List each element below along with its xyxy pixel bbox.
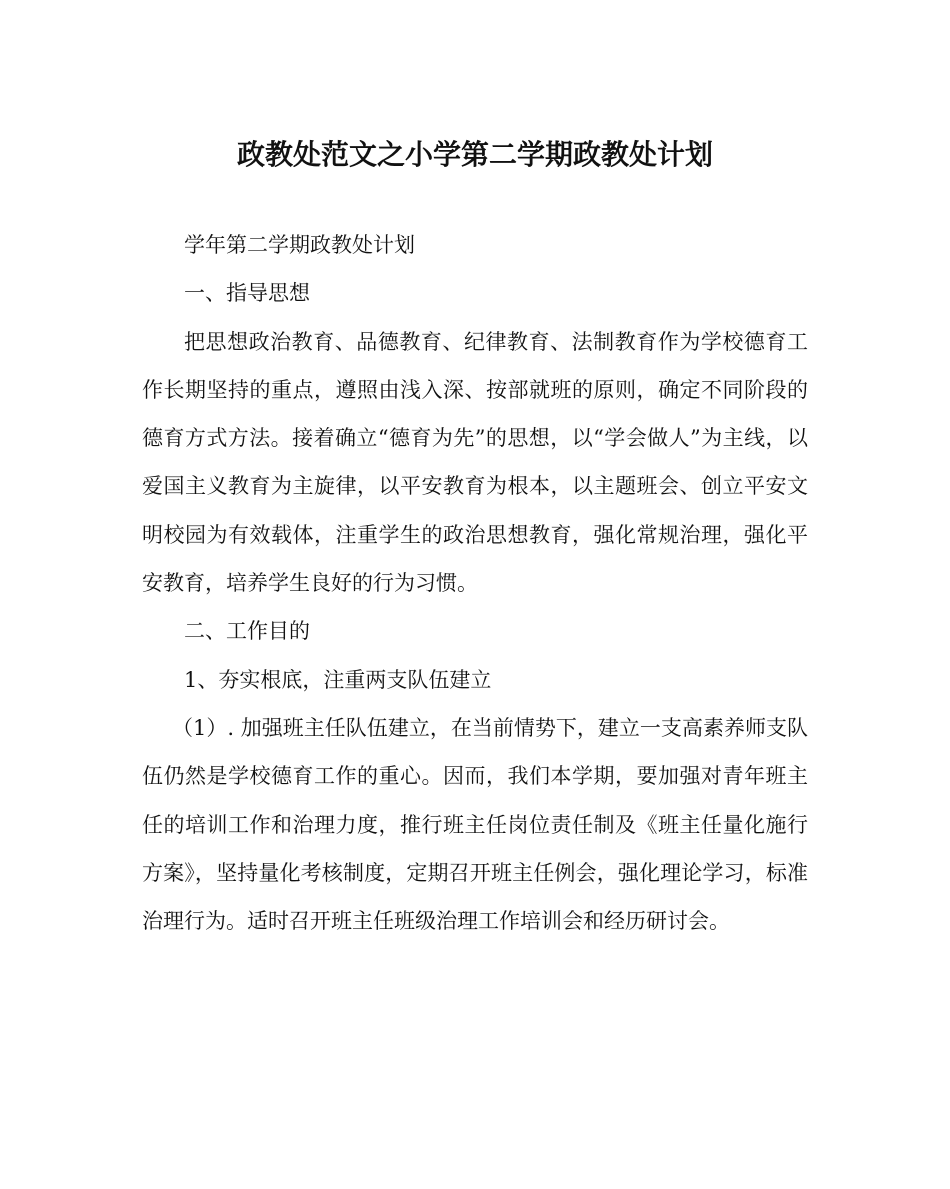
subsection-heading: 1、夯实根底，注重两支队伍建立 bbox=[184, 667, 492, 692]
body-paragraph: （1）. 加强班主任队伍建立，在当前情势下，建立一支高素养师支队伍仍然是学校德育工作的重心。因而，我们本学期，要加强对青年班主任的培训工作和治理力度，推行班主任岗位责任制及《班主任量化施行方案》，坚持量化考核制度，定期召开班主任例会，强化理论学习，标准治理行为。适时召开班主任班级治理工作培训会和经历研讨会。 bbox=[142, 715, 808, 934]
section-heading-work-goals: 二、工作目的 bbox=[184, 619, 310, 644]
document-title: 政教处范文之小学第二学期政教处计划 bbox=[236, 138, 713, 171]
section-heading-guiding-ideology: 一、指导思想 bbox=[184, 281, 310, 306]
subtitle-paragraph: 学年第二学期政教处计划 bbox=[184, 233, 415, 257]
body-paragraph: 把思想政治教育、品德教育、纪律教育、法制教育作为学校德育工作长期坚持的重点，遵照由浅入深、按部就班的原则，确定不同阶段的德育方式方法。接着确立“德育为先”的思想，以“学会做人”为主线，以爱国主义教育为主旋律，以平安教育为根本，以主题班会、创立平安文明校园为有效载体，注重学生的政治思想教育，强化常规治理，强化平安教育，培养学生良好的行为习惯。 bbox=[142, 329, 808, 596]
document-body bbox=[142, 221, 808, 945]
